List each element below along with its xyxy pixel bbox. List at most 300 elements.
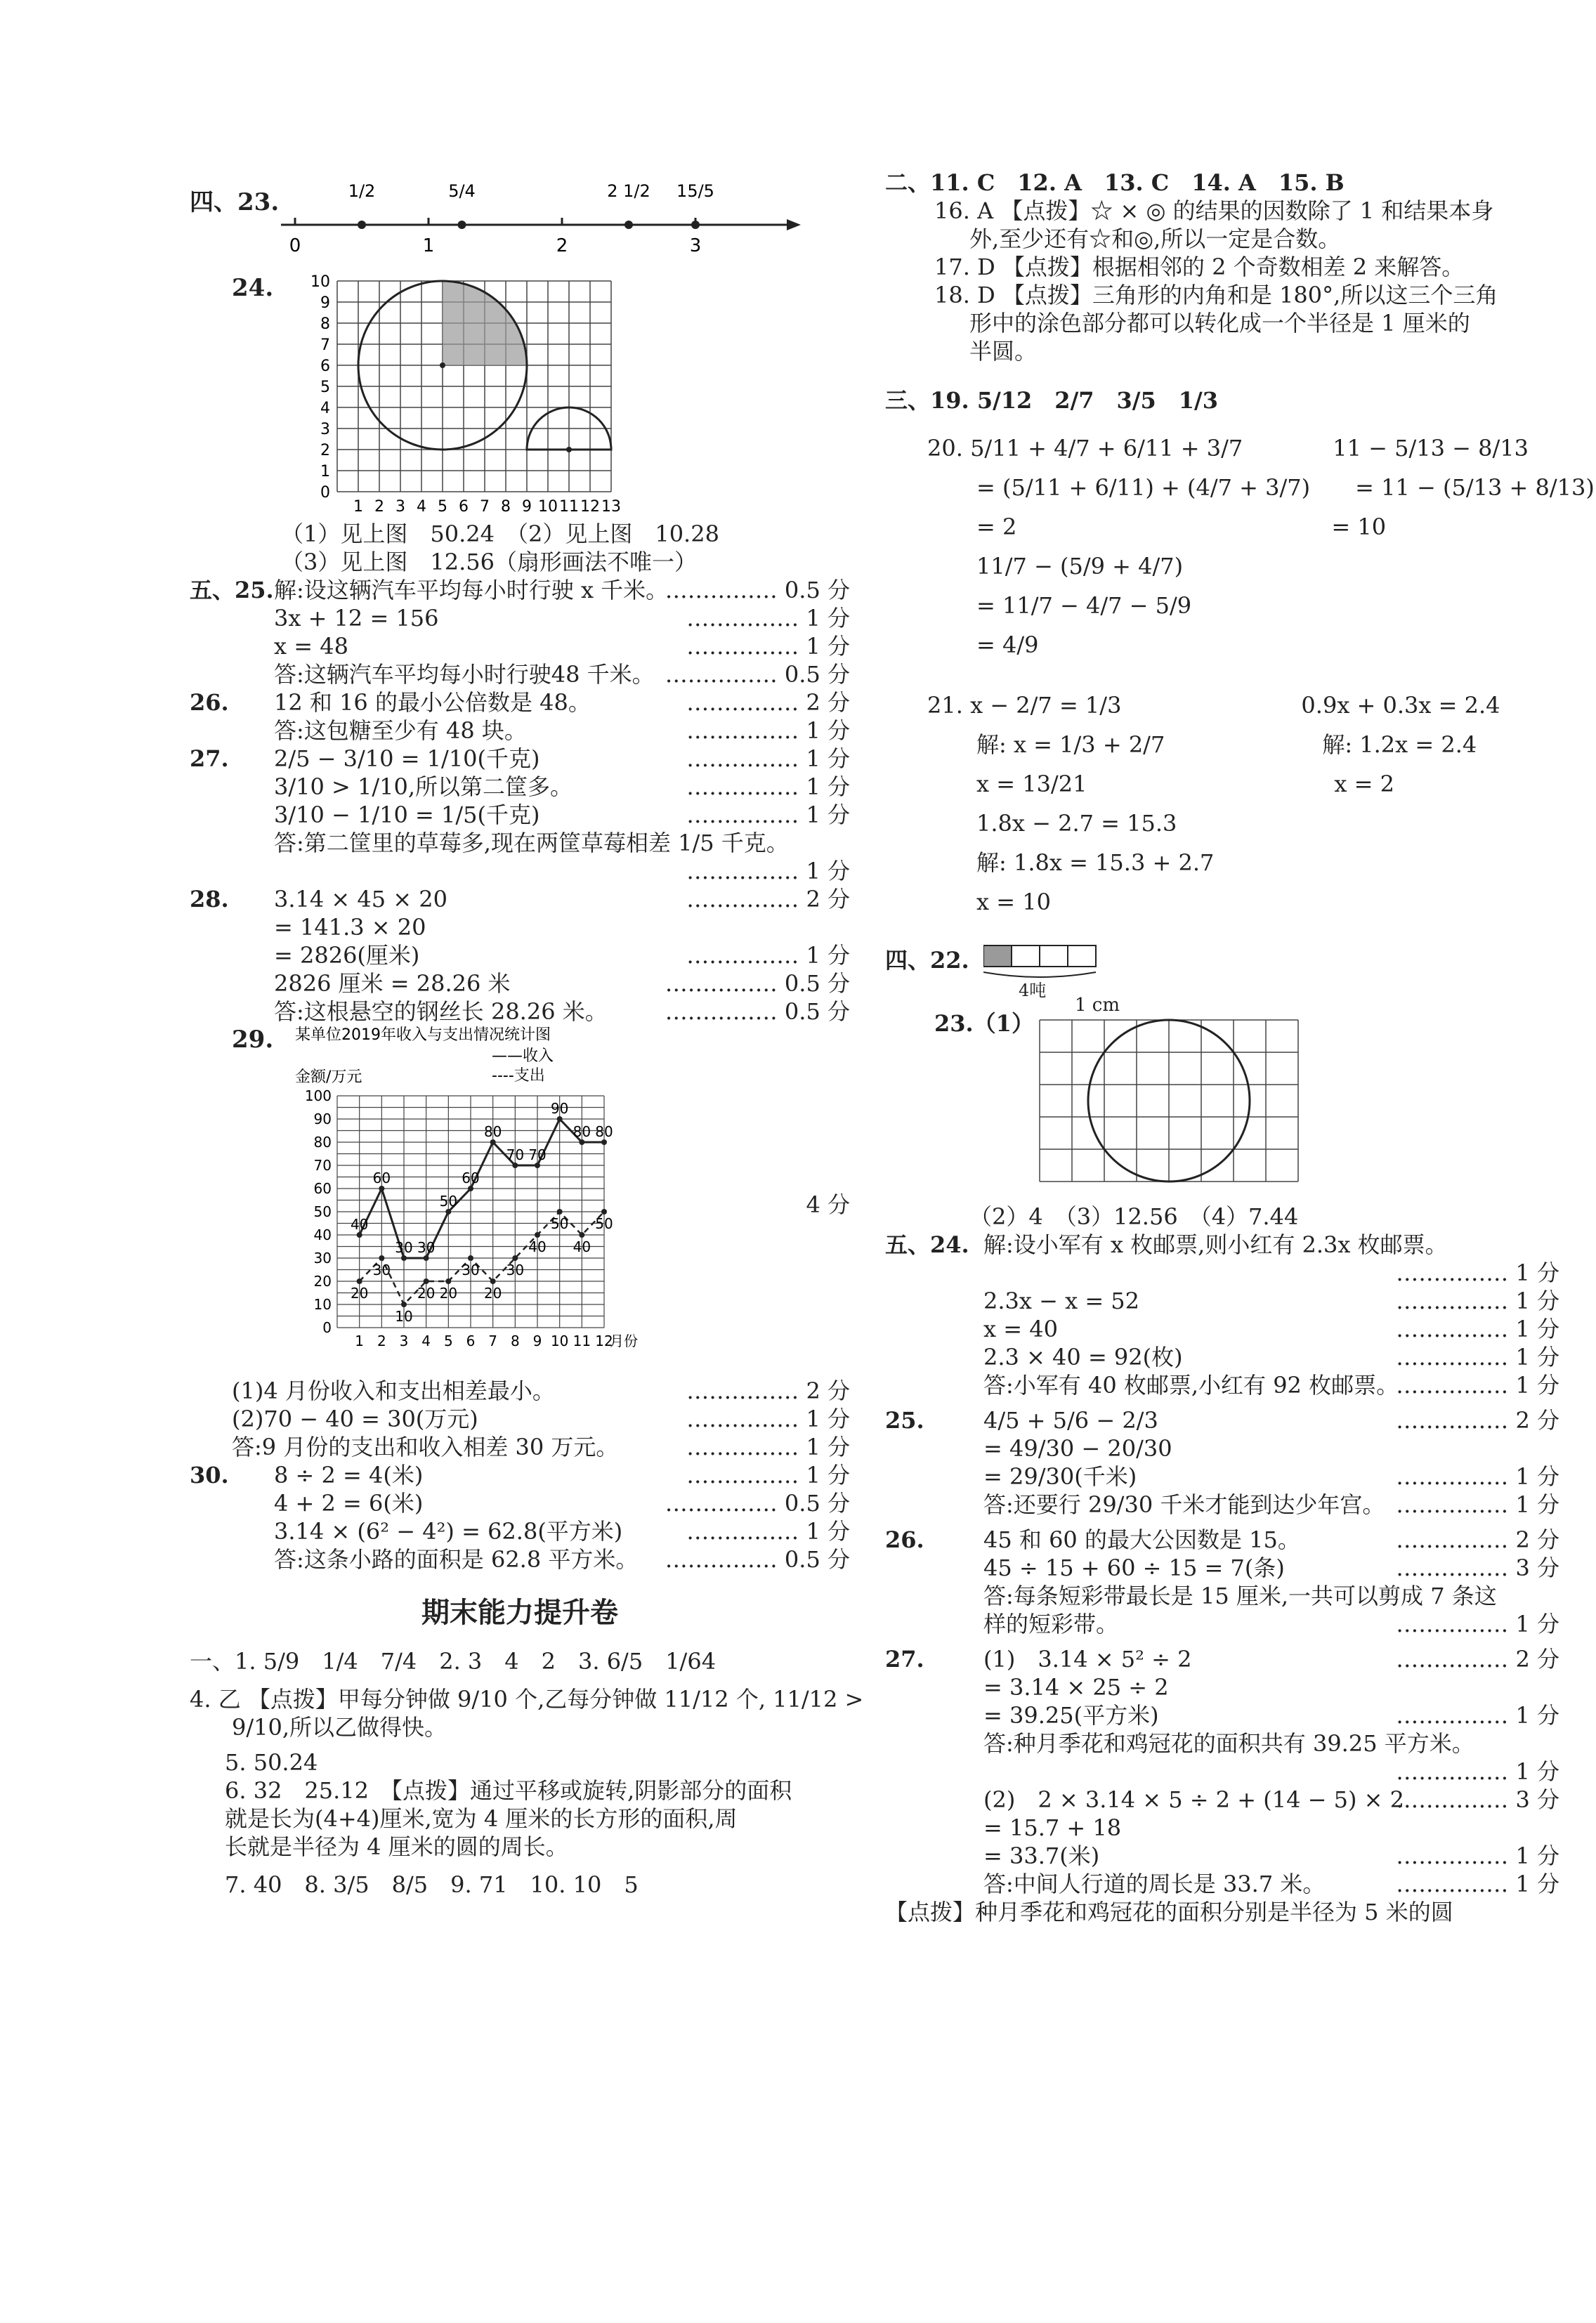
points-value: …………… 1 分	[1396, 1843, 1559, 1869]
answer-text: 答:中间人行道的周长是 33.7 米。	[983, 1871, 1326, 1897]
points-value: …………… 1 分	[686, 605, 850, 632]
answer-text: 3x + 12 = 156	[274, 605, 439, 632]
answer-text: 3/10 − 1/10 = 1/5(千克)	[274, 801, 540, 828]
x-tick-label: 1	[355, 1333, 365, 1349]
data-label: 90	[550, 1100, 569, 1117]
answer-line	[190, 716, 850, 745]
answer-text: = 141.3 × 20	[274, 914, 426, 941]
y-tick-label: 60	[313, 1180, 332, 1197]
answer-text: 8 ÷ 2 = 4(米)	[274, 1462, 424, 1488]
q25-block	[190, 576, 850, 688]
answer-text: 12 和 16 的最小公倍数是 48。	[274, 689, 591, 716]
answer-text: 答:9 月份的支出和收入相差 30 万元。	[232, 1434, 619, 1460]
s2-q16: 16. A 【点拨】☆ × ◎ 的结果的因数除了 1 和结果本身	[934, 197, 1494, 224]
q28-block	[190, 885, 850, 1026]
points-value: …………… 1 分	[1396, 1463, 1559, 1490]
s2-q17: 17. D 【点拨】根据相邻的 2 个奇数相差 2 来解答。	[934, 254, 1465, 280]
answer-text: (1)4 月份收入和支出相差最小。	[232, 1378, 555, 1404]
x-tick-label: 4	[421, 1333, 431, 1349]
y-tick-label: 30	[313, 1250, 332, 1267]
calc-line: 解: x = 1/3 + 2/7 解: 1.2x = 2.4	[976, 731, 1477, 758]
data-label: 30	[395, 1239, 413, 1256]
q26-block	[190, 688, 850, 745]
question-label: 五、24.	[885, 1231, 969, 1258]
point-label: 1/2	[348, 181, 376, 201]
data-label: 20	[350, 1285, 369, 1302]
x-tick-label: 8	[510, 1333, 520, 1349]
data-point	[468, 1186, 473, 1191]
y-tick-label: 10	[310, 274, 330, 291]
points-value: …………… 1 分	[1396, 1372, 1559, 1399]
calc-line: 21. x − 2/7 = 1/3 0.9x + 0.3x = 2.4	[927, 692, 1500, 719]
answer-line	[190, 1517, 850, 1545]
x-axis-label: 月份	[610, 1333, 638, 1349]
points-value: …………… 0.5 分	[665, 1546, 850, 1573]
data-point	[557, 1209, 563, 1215]
answer-line	[885, 1343, 1559, 1371]
q24-label: 24.	[232, 274, 274, 302]
data-point	[401, 1255, 407, 1261]
s4-q22-label: 四、22.	[885, 947, 969, 974]
points-value: …………… 2 分	[686, 689, 850, 716]
answer-line	[885, 1786, 1559, 1814]
data-point	[579, 1139, 584, 1145]
points-value: …………… 2 分	[1396, 1407, 1559, 1434]
tick-label: 3	[689, 235, 702, 256]
q27-block	[190, 745, 850, 885]
calc-line: x = 10	[976, 889, 1051, 915]
data-point	[535, 1163, 540, 1168]
answer-text: = 33.7(米)	[983, 1843, 1100, 1869]
points-value: …………… 1 分	[686, 1518, 850, 1545]
answer-line	[885, 1582, 1559, 1610]
answer-text: 2.3x − x = 52	[983, 1288, 1140, 1314]
answer-text: 答:这辆汽车平均每小时行驶48 千米。	[274, 661, 655, 688]
semicircle-center	[566, 447, 572, 452]
q22-note: 4吨	[1019, 981, 1047, 1000]
s1-line1: 一、1. 5/9 1/4 7/4 2. 3 4 2 3. 6/5 1/64	[190, 1648, 717, 1675]
question-label: 26.	[190, 689, 229, 716]
data-point	[445, 1209, 451, 1215]
answer-text: 3.14 × 45 × 20	[274, 886, 447, 912]
points-value: …………… 1 分	[686, 1434, 850, 1460]
q24-answer-1: （1）见上图 50.24 （2）见上图 10.28	[281, 521, 719, 547]
answer-line	[190, 997, 850, 1026]
x-tick-label: 7	[488, 1333, 498, 1349]
s1-q4: 4. 乙 【点拨】甲每分钟做 9/10 个,乙每分钟做 11/12 个, 11/12 >	[190, 1686, 864, 1713]
x-tick-label: 2	[374, 498, 384, 516]
points-value: …………… 1 分	[686, 717, 850, 744]
point-marker	[358, 221, 366, 229]
answer-text: 45 ÷ 15 + 60 ÷ 15 = 7(条)	[983, 1555, 1285, 1581]
data-point	[512, 1163, 518, 1168]
points-value: …………… 1 分	[1396, 1491, 1559, 1518]
point-label: 15/5	[676, 181, 714, 201]
answer-text: 答:每条短彩带最长是 15 厘米,一共可以剪成 7 条这	[983, 1583, 1497, 1609]
q29-line-chart	[288, 1026, 653, 1377]
legend-entry: ——收入	[492, 1047, 554, 1065]
answer-line	[885, 1701, 1559, 1729]
s1-q5: 5. 50.24	[225, 1749, 318, 1776]
y-tick-label: 5	[320, 379, 330, 396]
s5-q25	[885, 1406, 1559, 1519]
calc-line: 11/7 − (5/9 + 4/7)	[976, 553, 1184, 580]
calc-line: 20. 5/11 + 4/7 + 6/11 + 3/7 11 − 5/13 − 8/13	[927, 435, 1529, 462]
answer-text: = 2826(厘米)	[274, 942, 420, 969]
y-tick-label: 8	[320, 315, 330, 333]
answer-text: 4/5 + 5/6 − 2/3	[983, 1407, 1158, 1434]
s4-q23	[885, 995, 1559, 1203]
points-value: …………… 1 分	[686, 745, 850, 772]
answer-line	[190, 829, 850, 857]
x-tick-label: 3	[399, 1333, 409, 1349]
data-label: 30	[462, 1262, 480, 1278]
s5-q24	[885, 1231, 1559, 1399]
data-label: 20	[439, 1285, 458, 1302]
answer-text: x = 48	[274, 633, 348, 660]
answer-text: 3/10 > 1/10,所以第二筐多。	[274, 773, 573, 800]
point-marker	[458, 221, 466, 229]
data-label: 10	[395, 1308, 413, 1325]
q22-bar-diagram	[983, 943, 1124, 999]
x-tick-label: 5	[438, 498, 447, 516]
y-tick-label: 6	[320, 358, 330, 375]
answer-line	[190, 1433, 850, 1461]
q23-circle-in-square	[1019, 1013, 1314, 1210]
point-label: 2 1/2	[607, 181, 650, 201]
answer-line	[885, 1315, 1559, 1343]
points-value: …………… 2 分	[686, 1378, 850, 1404]
data-label: 40	[350, 1216, 369, 1233]
x-tick-label: 8	[501, 498, 511, 516]
data-label: 50	[550, 1215, 569, 1232]
points-value: …………… 2 分	[1396, 1646, 1559, 1673]
x-tick-label: 1	[353, 498, 363, 516]
data-label: 40	[573, 1238, 591, 1255]
s2-q18b: 形中的涂色部分都可以转化成一个半径是 1 厘米的	[969, 310, 1470, 336]
question-label: 五、25.	[190, 577, 274, 603]
answer-text: 解:设小军有 x 枚邮票,则小红有 2.3x 枚邮票。	[983, 1231, 1448, 1258]
answer-line	[885, 1462, 1559, 1491]
y-axis-label: 金额/万元	[295, 1068, 362, 1086]
points-value: …………… 1 分	[686, 858, 850, 884]
answer-line	[190, 688, 850, 716]
answer-line	[885, 1554, 1559, 1582]
points-value: …………… 2 分	[1396, 1526, 1559, 1553]
answer-line	[190, 1377, 850, 1405]
answer-line	[885, 1287, 1559, 1315]
q24-circle-grid	[295, 274, 801, 520]
legend-entry: ----支出	[492, 1067, 545, 1085]
answer-line	[885, 1870, 1559, 1898]
q23-number-line	[267, 169, 829, 274]
data-label: 30	[417, 1239, 436, 1256]
x-tick-label: 7	[480, 498, 490, 516]
data-point	[401, 1302, 407, 1307]
data-point	[445, 1278, 451, 1284]
points-value: …………… 1 分	[1396, 1259, 1559, 1286]
s2-q18: 18. D 【点拨】三角形的内角和是 180°,所以这三个三角	[934, 282, 1498, 308]
data-point	[379, 1186, 384, 1191]
data-point	[379, 1255, 384, 1261]
points-value: …………… 3 分	[1396, 1786, 1559, 1813]
points-value: …………… 1 分	[686, 942, 850, 969]
s3-q20	[885, 428, 1595, 665]
data-label: 70	[506, 1146, 525, 1163]
data-label: 60	[372, 1170, 391, 1186]
y-tick-label: 9	[320, 294, 330, 312]
q23-label: 四、23.	[190, 188, 280, 216]
y-tick-label: 2	[320, 442, 330, 459]
q29-answers	[190, 1377, 850, 1461]
points-value: …………… 1 分	[1396, 1316, 1559, 1342]
answer-line	[885, 1729, 1559, 1758]
answer-line	[190, 941, 850, 969]
data-point	[535, 1232, 540, 1238]
answer-line	[885, 1673, 1559, 1701]
points-value: …………… 0.5 分	[665, 661, 850, 688]
answer-line	[190, 801, 850, 829]
x-tick-label: 2	[377, 1333, 386, 1349]
data-label: 60	[462, 1170, 480, 1186]
points-value: …………… 1 分	[1396, 1871, 1559, 1897]
y-tick-label: 1	[320, 463, 330, 480]
q29-label: 29.	[232, 1026, 274, 1054]
answer-line	[190, 885, 850, 913]
data-label: 30	[372, 1262, 391, 1278]
y-tick-label: 0	[322, 1319, 332, 1336]
y-tick-label: 4	[320, 400, 330, 417]
data-label: 80	[573, 1123, 591, 1140]
data-label: 50	[595, 1215, 613, 1232]
data-point	[512, 1255, 518, 1261]
data-label: 80	[483, 1123, 502, 1140]
y-tick-label: 80	[313, 1134, 332, 1151]
data-label: 20	[483, 1285, 502, 1302]
question-label: 26.	[885, 1526, 924, 1553]
answer-text: = 3.14 × 25 ÷ 2	[983, 1674, 1169, 1701]
points-value: …………… 1 分	[1396, 1288, 1559, 1314]
s3-q21	[885, 686, 1559, 922]
x-tick-label: 13	[601, 498, 621, 516]
points-value: …………… 1 分	[686, 633, 850, 660]
points-value: …………… 0.5 分	[665, 998, 850, 1025]
answer-text: 答:还要行 29/30 千米才能到达少年宫。	[983, 1491, 1385, 1518]
points-value: …………… 1 分	[686, 1406, 850, 1432]
q29-points: 4 分	[806, 1191, 850, 1218]
answer-line	[190, 745, 850, 773]
s5-q27	[885, 1645, 1559, 1898]
s2-q16b: 外,至少还有☆和◎,所以一定是合数。	[969, 225, 1341, 252]
left-column	[190, 169, 864, 1899]
answer-line	[885, 1842, 1559, 1870]
answer-line	[885, 1371, 1559, 1399]
data-label: 70	[528, 1146, 547, 1163]
data-point	[468, 1255, 473, 1261]
s1-q7: 7. 40 8. 3/5 8/5 9. 71 10. 10 5	[225, 1871, 639, 1898]
question-label: 27.	[190, 745, 229, 772]
data-point	[490, 1278, 496, 1284]
data-label: 20	[417, 1285, 436, 1302]
s4-q23-answer: （2）4 （3）12.56 （4）7.44	[969, 1203, 1299, 1230]
answer-line	[190, 604, 850, 632]
answer-line	[885, 1231, 1559, 1259]
answer-line	[190, 1545, 850, 1573]
point-marker	[624, 221, 633, 229]
answer-line	[885, 1645, 1559, 1673]
x-tick-label: 6	[459, 498, 469, 516]
right-column	[885, 169, 1595, 1926]
answer-line	[885, 1434, 1559, 1462]
s2-line1: 二、11. C 12. A 13. C 14. A 15. B	[885, 169, 1345, 196]
circle-center	[440, 362, 445, 368]
answer-line	[190, 576, 850, 604]
calc-line: = 4/9	[976, 632, 1039, 658]
question-label: 30.	[190, 1462, 229, 1488]
answer-line	[885, 1491, 1559, 1519]
point-label: 5/4	[448, 181, 476, 201]
answer-text: (1) 3.14 × 5² ÷ 2	[983, 1646, 1192, 1673]
y-tick-label: 40	[313, 1226, 332, 1243]
x-tick-label: 10	[538, 498, 558, 516]
tick-label: 0	[289, 235, 301, 256]
points-value: …………… 0.5 分	[665, 577, 850, 603]
answer-line	[885, 1406, 1559, 1434]
q23-cm-label: 1 cm	[1075, 995, 1120, 1016]
data-label: 40	[528, 1238, 547, 1255]
x-tick-label: 9	[532, 1333, 542, 1349]
s2-q18c: 半圆。	[969, 338, 1038, 365]
tick-label: 1	[422, 235, 435, 256]
answer-line	[190, 632, 850, 660]
points-value: …………… 3 分	[1396, 1555, 1559, 1581]
answer-line	[190, 1405, 850, 1433]
answer-text: = 29/30(千米)	[983, 1463, 1137, 1490]
calc-line: 1.8x − 2.7 = 15.3	[976, 810, 1177, 837]
x-tick-label: 4	[417, 498, 426, 516]
data-point	[579, 1232, 584, 1238]
calc-line: = 2 = 10	[976, 513, 1387, 540]
points-value: …………… 1 分	[686, 801, 850, 828]
tick-label: 2	[556, 235, 568, 256]
answer-text: 解:设这辆汽车平均每小时行驶 x 千米。	[274, 577, 669, 603]
calc-line: = 11/7 − 4/7 − 5/9	[976, 592, 1192, 619]
points-value: …………… 0.5 分	[665, 970, 850, 997]
shaded-sector	[443, 281, 527, 365]
x-tick-label: 12	[580, 498, 600, 516]
y-tick-label: 90	[313, 1111, 332, 1127]
answer-line	[190, 660, 850, 688]
calc-line: = (5/11 + 6/11) + (4/7 + 3/7) = 11 − (5/13 + 8/13)	[976, 474, 1595, 501]
s1-q4b: 9/10,所以乙做得快。	[232, 1714, 447, 1741]
data-label: 80	[595, 1123, 613, 1140]
question-label: 28.	[190, 886, 229, 912]
answer-text: (2) 2 × 3.14 × 5 ÷ 2 + (14 − 5) × 2	[983, 1786, 1405, 1813]
data-point	[557, 1116, 563, 1122]
points-value: …………… 1 分	[1396, 1611, 1559, 1637]
q24-answer-2: （3）见上图 12.56（扇形画法不唯一）	[281, 549, 697, 575]
data-point	[601, 1139, 607, 1145]
answer-text: = 39.25(平方米)	[983, 1702, 1159, 1729]
answer-text: (2)70 − 40 = 30(万元)	[232, 1406, 478, 1432]
question-label: 27.	[885, 1646, 924, 1673]
answer-text: 样的短彩带。	[983, 1611, 1119, 1637]
y-tick-label: 70	[313, 1157, 332, 1174]
answer-line	[885, 1758, 1559, 1786]
s4-q22	[885, 943, 1559, 999]
answer-line	[190, 857, 850, 885]
answer-text: 答:小军有 40 枚邮票,小红有 92 枚邮票。	[983, 1372, 1399, 1399]
answer-text: 答:这条小路的面积是 62.8 平方米。	[274, 1546, 639, 1573]
answer-text: 2.3 × 40 = 92(枚)	[983, 1344, 1183, 1370]
data-point	[424, 1278, 429, 1284]
s1-q6b: 就是长为(4+4)厘米,宽为 4 厘米的长方形的面积,周	[225, 1805, 738, 1832]
s4-q23-label: 23.（1）	[934, 1010, 1034, 1037]
q24-block	[190, 274, 850, 520]
s3-q19: 三、19. 5/12 2/7 3/5 1/3	[885, 387, 1218, 414]
x-tick-label: 3	[395, 498, 405, 516]
answer-line	[190, 773, 850, 801]
answer-line	[190, 969, 850, 997]
s5-tip: 【点拨】种月季花和鸡冠花的面积分别是半径为 5 米的圆	[885, 1899, 1453, 1925]
x-tick-label: 12	[595, 1333, 613, 1349]
answer-line	[885, 1814, 1559, 1842]
q23-block	[190, 169, 850, 274]
data-point	[601, 1209, 607, 1215]
data-point	[357, 1278, 362, 1284]
answer-text: x = 40	[983, 1316, 1058, 1342]
y-tick-label: 10	[313, 1296, 332, 1313]
points-value: …………… 1 分	[1396, 1344, 1559, 1370]
arrow-icon	[787, 219, 801, 230]
answer-text: 答:这包糖至少有 48 块。	[274, 717, 527, 744]
x-tick-label: 9	[522, 498, 532, 516]
answer-line	[190, 1489, 850, 1517]
answer-line	[885, 1526, 1559, 1554]
answer-line	[190, 1461, 850, 1489]
data-point	[424, 1255, 429, 1261]
points-value: …………… 1 分	[686, 1462, 850, 1488]
answer-text: 4 + 2 = 6(米)	[274, 1490, 424, 1517]
s1-q6c: 长就是半径为 4 厘米的圆的周长。	[225, 1833, 568, 1860]
data-label: 50	[439, 1193, 458, 1210]
y-tick-label: 50	[313, 1203, 332, 1220]
x-tick-label: 6	[466, 1333, 476, 1349]
points-value: …………… 2 分	[686, 886, 850, 912]
answer-text: = 49/30 − 20/30	[983, 1435, 1172, 1462]
s5-q26	[885, 1526, 1559, 1638]
q29-block	[190, 1026, 850, 1377]
y-tick-label: 3	[320, 421, 330, 438]
points-value: …………… 1 分	[1396, 1702, 1559, 1729]
calc-line: x = 13/21 x = 2	[976, 771, 1394, 797]
x-tick-label: 5	[443, 1333, 453, 1349]
answer-line	[885, 1259, 1559, 1287]
points-value: …………… 1 分	[1396, 1758, 1559, 1785]
x-tick-label: 10	[550, 1333, 569, 1349]
y-tick-label: 0	[320, 484, 330, 502]
question-label: 25.	[885, 1407, 924, 1434]
answer-text: 答:这根悬空的钢丝长 28.26 米。	[274, 998, 608, 1025]
s1-q6: 6. 32 25.12 【点拨】通过平移或旋转,阴影部分的面积	[225, 1777, 792, 1804]
points-value: …………… 0.5 分	[665, 1490, 850, 1517]
data-point	[490, 1139, 496, 1145]
q30-block	[190, 1461, 850, 1573]
data-point	[357, 1232, 362, 1238]
x-tick-label: 11	[559, 498, 579, 516]
x-tick-label: 11	[573, 1333, 591, 1349]
answer-text: 答:种月季花和鸡冠花的面积共有 39.25 平方米。	[983, 1730, 1474, 1757]
